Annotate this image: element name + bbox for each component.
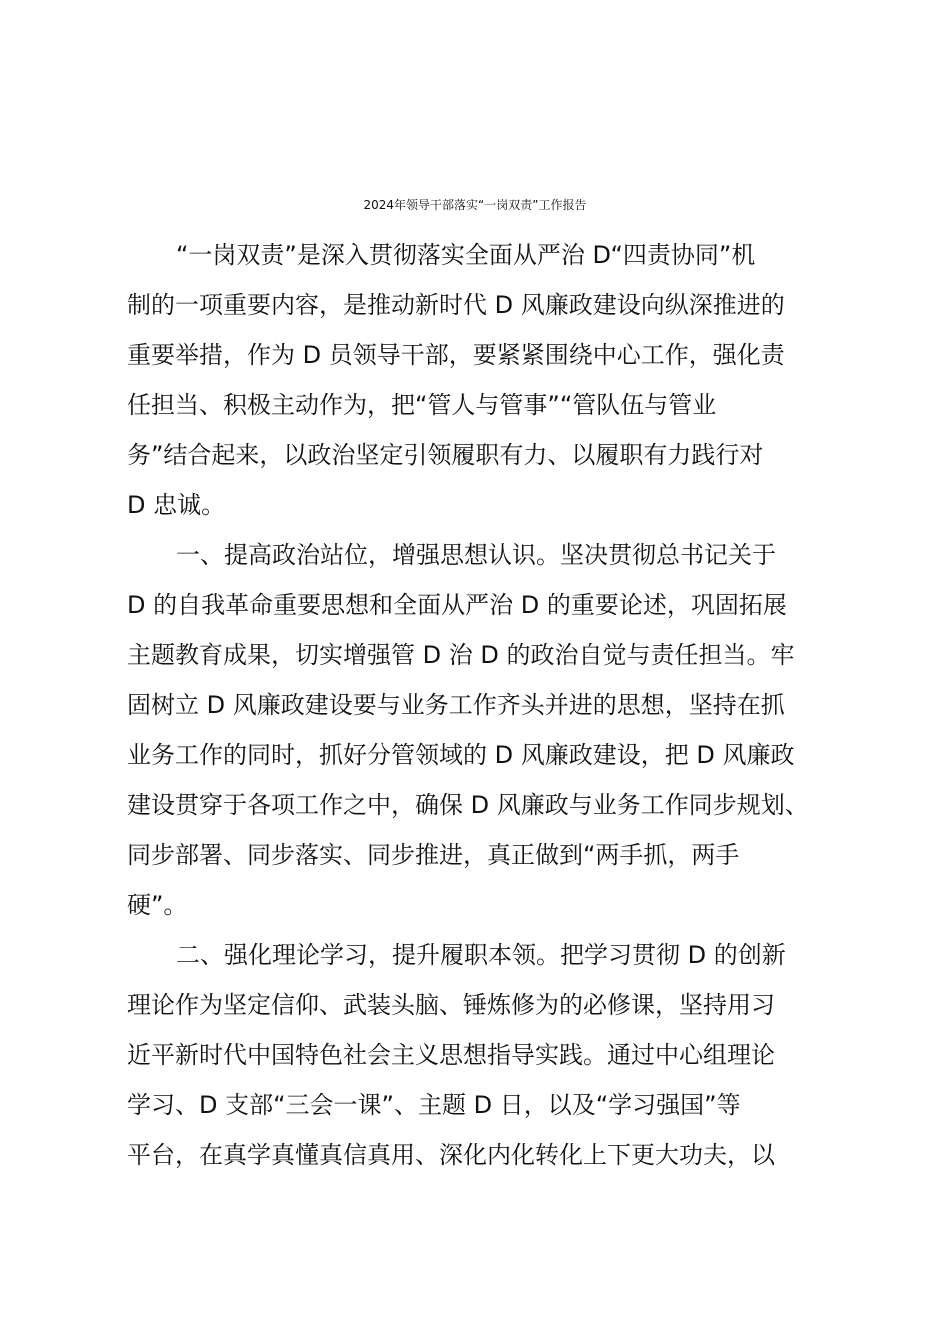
paragraph-line: 理论作为坚定信仰、武装头脑、锤炼修为的必修课，坚持用习 (127, 991, 775, 1019)
paragraph-line: “一岗双责”是深入贯彻落实全面从严治 D“四责协同”机 (176, 241, 756, 269)
paragraph-line: 建设贯穿于各项工作之中，确保 D 风廉政与业务工作同步规划、 (127, 791, 809, 819)
paragraph-line: D 的自我革命重要思想和全面从严治 D 的重要论述，巩固拓展 (127, 591, 787, 619)
paragraph-line: 硬”。 (127, 891, 188, 919)
paragraph-line: 一、提高政治站位，增强思想认识。坚决贯彻总书记关于 (176, 541, 776, 569)
paragraph-line: 同步部署、同步落实、同步推进，真正做到“两手抓，两手 (127, 841, 740, 869)
paragraph-line: 主题教育成果，切实增强管 D 治 D 的政治自觉与责任担当。牢 (127, 641, 795, 669)
paragraph-line: 任担当、积极主动作为，把“管人与管事”“管队伍与管业 (127, 391, 717, 419)
paragraph-line: 二、强化理论学习，提升履职本领。把学习贯彻 D 的创新 (176, 941, 786, 969)
paragraph-line: 学习、D 支部“三会一课”、主题 D 日，以及“学习强国”等 (127, 1091, 741, 1119)
paragraph-line: D 忠诚。 (127, 491, 226, 519)
paragraph-line: 近平新时代中国特色社会主义思想指导实践。通过中心组理论 (127, 1041, 775, 1069)
document-title: 2024年领导干部落实“一岗双责”工作报告 (363, 198, 587, 212)
paragraph-line: 重要举措，作为 D 员领导干部，要紧紧围绕中心工作，强化责 (127, 341, 785, 369)
paragraph-line: 务”结合起来，以政治坚定引领履职有力、以履职有力践行对 (127, 441, 764, 469)
paragraph-line: 固树立 D 风廉政建设要与业务工作齐头并进的思想，坚持在抓 (127, 691, 785, 719)
paragraph-line: 业务工作的同时，抓好分管领域的 D 风廉政建设，把 D 风廉政 (127, 741, 795, 769)
paragraph-line: 制的一项重要内容，是推动新时代 D 风廉政建设向纵深推进的 (127, 291, 785, 319)
paragraph-line: 平台，在真学真懂真信真用、深化内化转化上下更大功夫，以 (127, 1141, 775, 1169)
